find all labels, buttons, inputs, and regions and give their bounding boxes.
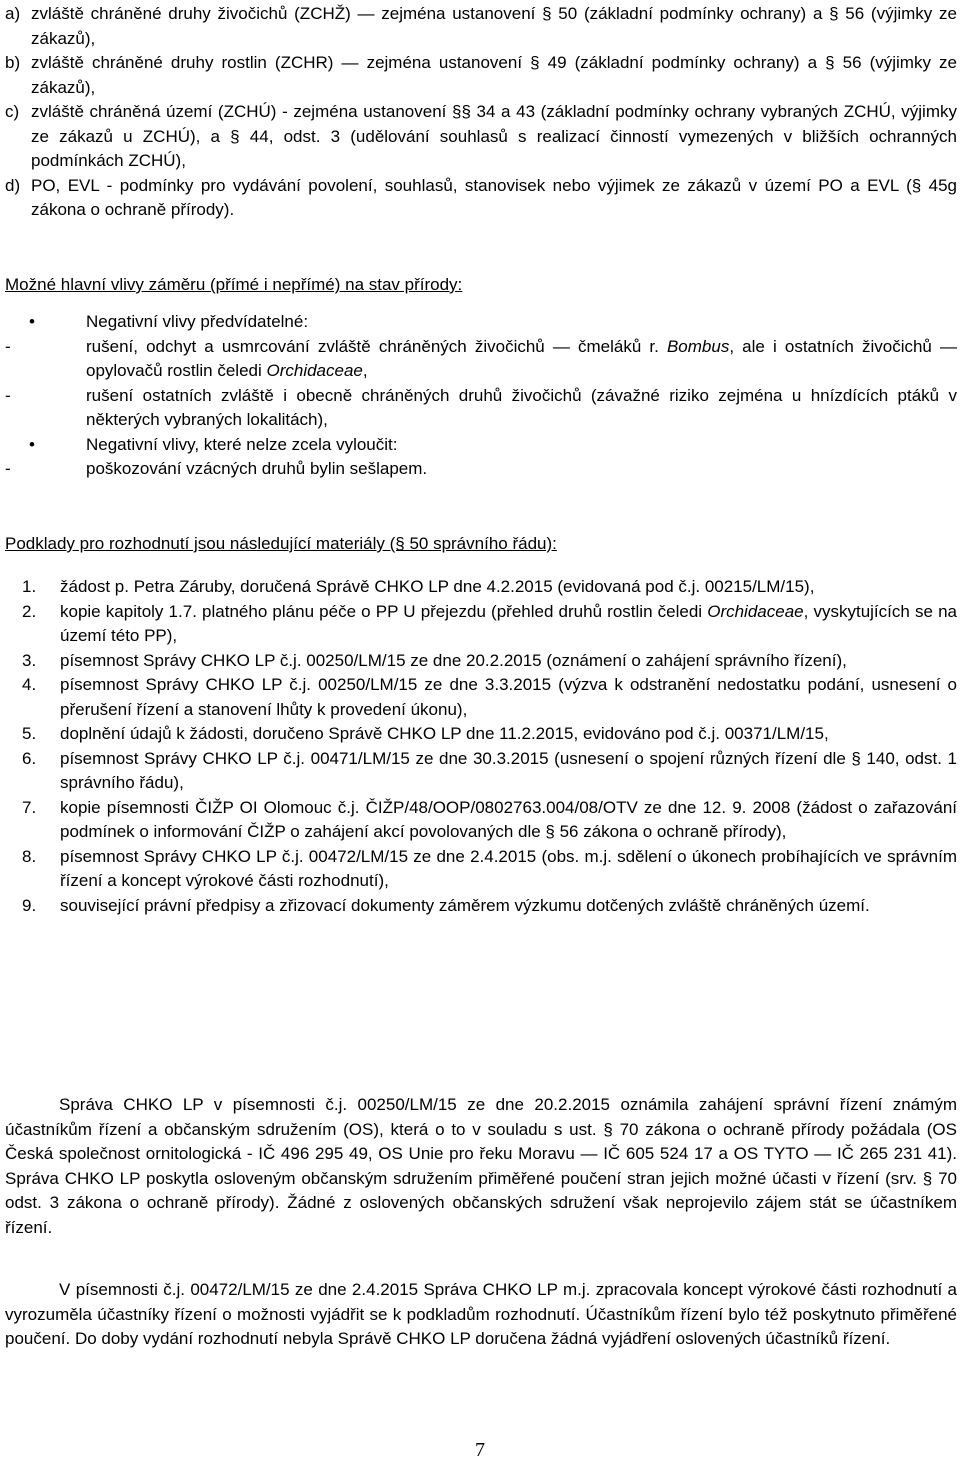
material-item bbox=[5, 894, 957, 919]
dash-item bbox=[5, 335, 957, 384]
material-item bbox=[5, 673, 957, 722]
dash-item bbox=[5, 384, 957, 433]
list-text: zvláště chráněné druhy rostlin (ZCHR) — zejména ustanovení § 49 (základní podmínky ochrany) a § 56 (výjimky ze zákazů), bbox=[31, 53, 957, 97]
text-run: kopie kapitoly 1.7. platného plánu péče o PP U přejezdu (přehled druhů rostlin čeledi bbox=[60, 601, 708, 621]
bullet-icon: • bbox=[29, 434, 35, 454]
item-text: písemnost Správy CHKO LP č.j. 00250/LM/15 ze dne 3.3.2015 (výzva k odstranění nedostatku podání, usnesení o přerušení řízení a stanovení lhůty k provedení úkonu), bbox=[60, 675, 957, 719]
material-item bbox=[5, 600, 957, 649]
item-number: 5. bbox=[22, 724, 37, 743]
item-number: 1. bbox=[22, 577, 37, 596]
paragraph bbox=[5, 1278, 957, 1352]
legal-list-item bbox=[5, 100, 957, 174]
list-label: b) bbox=[5, 53, 21, 72]
bullet-item bbox=[5, 310, 957, 335]
item-text: doplnění údajů k žádosti, doručeno Správě CHKO LP dne 11.2.2015, evidováno pod č.j. 00371/LM/15, bbox=[60, 724, 829, 743]
material-item bbox=[5, 575, 957, 600]
item-number: 6. bbox=[22, 748, 37, 768]
bullet-text: Negativní vlivy předvídatelné: bbox=[86, 312, 309, 331]
item-text: kopie písemnosti ČIŽP OI Olomouc č.j. ČIŽP/48/OOP/0802763.004/08/OTV ze dne 12. 9. 2008 (žádost o zařazování podmínek o informování ČIŽP o zahájení akcí povolovaných dle § 56 zákona o ochraně přírody), bbox=[60, 797, 957, 841]
italic-run: Bombus bbox=[666, 336, 730, 356]
item-text: písemnost Správy CHKO LP č.j. 00472/LM/15 ze dne 2.4.2015 (obs. m.j. sdělení o úkonech probíhajících ve správním řízení a koncept výrokové části rozhodnutí), bbox=[60, 846, 957, 890]
dash-text: poškozování vzácných druhů bylin sešlapem. bbox=[86, 459, 428, 478]
list-label: a) bbox=[5, 4, 21, 23]
italic-run: Orchidaceae bbox=[266, 361, 363, 380]
body-paragraph: Správa CHKO LP v písemnosti č.j. 00250/LM/15 ze dne 20.2.2015 oznámila zahájení správní řízení známým účastníkům řízení a občanským sdružením (OS), která o to v souladu s ust. § 70 zákona o ochraně přírody požádala (OS Česká společnost ornitologická - IČ 496 295 49, OS Unie pro řeku Moravu — IČ 605 524 17 a OS TYTO — IČ 265 231 41). Správa CHKO LP poskytla osloveným občanským sdružením přiměřené poučení stran jejich možné účasti v řízení (srv. § 70 odst. 3 zákona o ochraně přírody). Žádné z oslovených občanských sdružení však neprojevilo zájem stát se účastníkem řízení. bbox=[5, 1095, 957, 1237]
dash-text: rušení ostatních zvláště i obecně chráněných druhů živočichů (závažné riziko zejména u hnízdících ptáků v některých vybraných lokalitách), bbox=[86, 385, 957, 429]
text-run: , ale i ostatních živočichů — opylovačů rostlin čeledi bbox=[86, 336, 957, 380]
item-number: 9. bbox=[22, 895, 37, 915]
material-item bbox=[5, 845, 957, 894]
material-item bbox=[5, 796, 957, 845]
materials-section bbox=[5, 532, 957, 557]
list-text: zvláště chráněná území (ZCHÚ) - zejména ustanovení §§ 34 a 43 (základní podmínky ochrany vybraných ZCHÚ, výjimky ze zákazů u ZCHÚ), a § 44, odst. 3 (udělování souhlasů s realizací činností vymezených v bližších ochranných podmínkách ZCHÚ), bbox=[31, 102, 957, 170]
legal-list-item bbox=[5, 174, 957, 223]
impacts-heading: Možné hlavní vlivy záměru (přímé i nepřímé) na stav přírody: bbox=[5, 275, 463, 294]
list-text: PO, EVL - podmínky pro vydávání povolení, souhlasů, stanovisek nebo výjimek ze zákazů v území PO a EVL (§ 45g zákona o ochraně přírody). bbox=[31, 175, 957, 219]
bullet-text: Negativní vlivy, které nelze zcela vyloučit: bbox=[86, 434, 398, 454]
item-text bbox=[60, 602, 957, 646]
list-label: c) bbox=[5, 102, 20, 121]
page-number: 7 bbox=[475, 1439, 485, 1461]
bullet-icon: • bbox=[29, 312, 35, 331]
item-text: písemnost Správy CHKO LP č.j. 00250/LM/15 ze dne 20.2.2015 (oznámení o zahájení správního řízení), bbox=[60, 650, 847, 670]
materials-list bbox=[5, 575, 957, 918]
impacts-list bbox=[5, 310, 957, 482]
bullet-item bbox=[5, 433, 957, 458]
legal-list-item bbox=[5, 2, 957, 51]
item-number: 8. bbox=[22, 846, 37, 866]
material-item bbox=[5, 747, 957, 796]
legal-list-item bbox=[5, 51, 957, 100]
text-run: rušení, odchyt a usmrcování zvláště chráněných živočichů — čmeláků r. bbox=[86, 336, 667, 356]
item-number: 2. bbox=[22, 601, 37, 621]
list-text: zvláště chráněné druhy živočichů (ZCHŽ) — zejména ustanovení § 50 (základní podmínky ochrany) a § 56 (výjimky ze zákazů), bbox=[31, 4, 957, 48]
material-item bbox=[5, 649, 957, 674]
item-number: 7. bbox=[22, 797, 37, 817]
dash-text bbox=[86, 337, 957, 381]
materials-heading: Podklady pro rozhodnutí jsou následující materiály (§ 50 správního řádu): bbox=[5, 534, 557, 553]
text-run: , bbox=[362, 361, 368, 380]
body-paragraph: V písemnosti č.j. 00472/LM/15 ze dne 2.4.2015 Správa CHKO LP m.j. zpracovala koncept výrokové části rozhodnutí a vyrozuměla účastníky řízení o možnosti vyjádřit se k podkladům rozhodnutí. Účastníkům řízení bylo též poskytnuto přiměřené poučení. Do doby vydání rozhodnutí nebyla Správě CHKO LP doručena žádná vyjádření oslovených účastníků řízení. bbox=[5, 1280, 957, 1348]
list-label: d) bbox=[5, 175, 21, 195]
text-run: , vyskytujících se na území této PP), bbox=[60, 601, 957, 645]
dash-item bbox=[5, 457, 957, 482]
item-text: žádost p. Petra Záruby, doručená Správě CHKO LP dne 4.2.2015 (evidovaná pod č.j. 00215/LM/15), bbox=[60, 577, 815, 596]
paragraph bbox=[5, 1093, 957, 1240]
dash-icon: - bbox=[5, 336, 11, 356]
italic-run: Orchidaceae bbox=[707, 601, 804, 621]
dash-icon: - bbox=[5, 459, 11, 478]
item-text: písemnost Správy CHKO LP č.j. 00471/LM/15 ze dne 30.3.2015 (usnesení o spojení různých řízení dle § 140, odst. 1 správního řádu), bbox=[60, 748, 957, 792]
item-number: 4. bbox=[22, 675, 37, 694]
material-item bbox=[5, 722, 957, 747]
dash-icon: - bbox=[5, 385, 11, 405]
item-number: 3. bbox=[22, 650, 37, 670]
legal-list bbox=[5, 2, 957, 223]
impacts-section bbox=[5, 273, 957, 298]
item-text: související právní předpisy a zřizovací dokumenty záměrem výzkumu dotčených zvláště chráněných území. bbox=[60, 895, 870, 915]
